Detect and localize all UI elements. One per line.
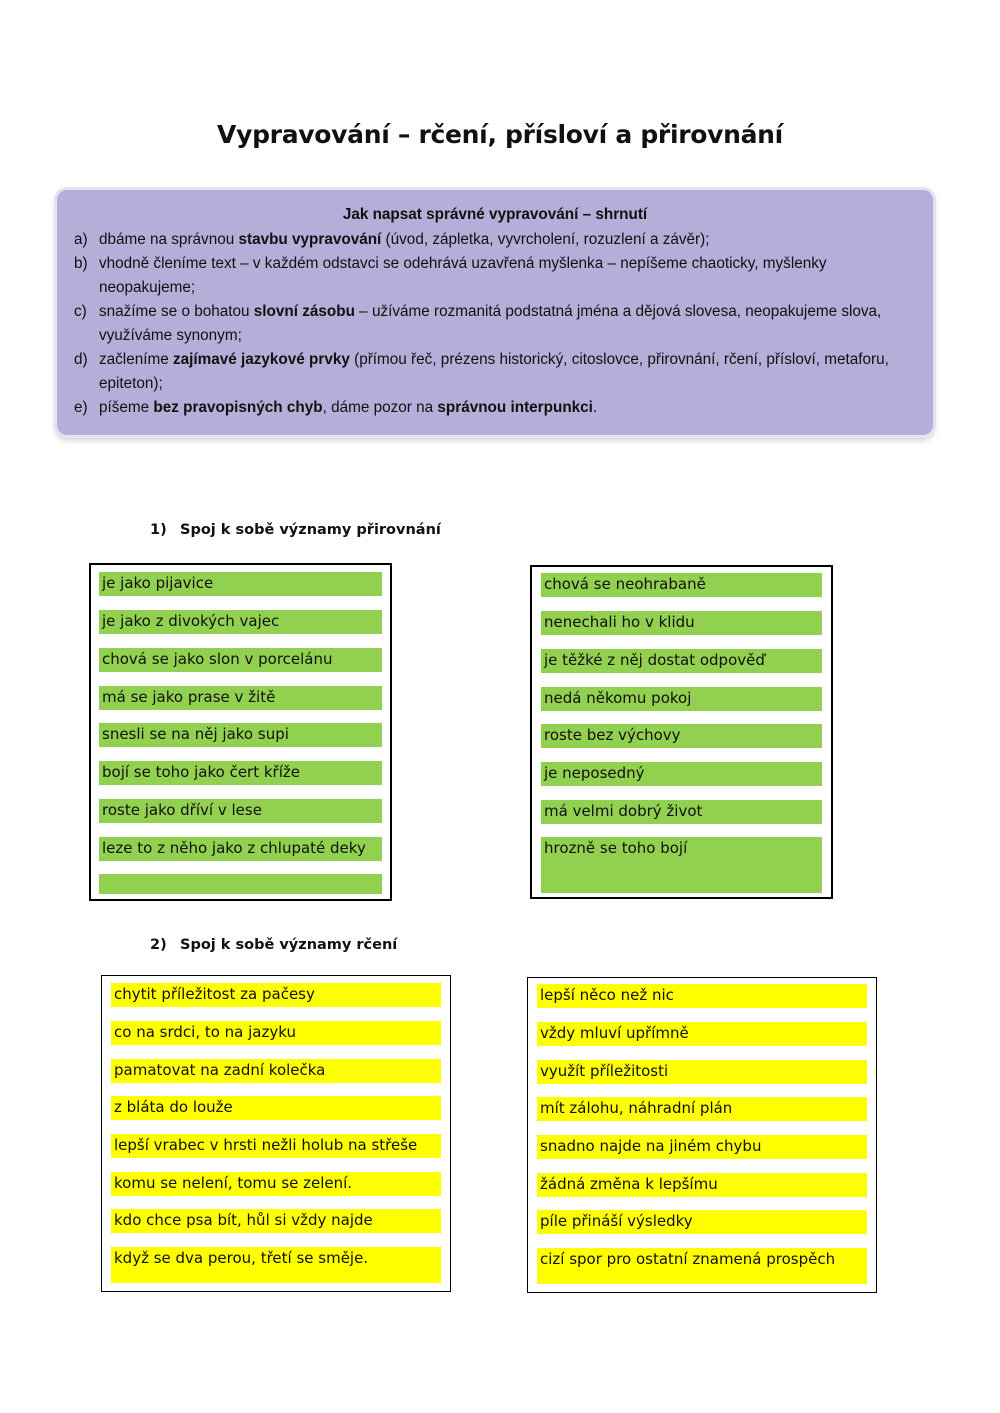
summary-item-b: [73, 252, 917, 300]
drop-target-card[interactable]: žádná změna k lepšímu: [537, 1173, 867, 1197]
draggable-card[interactable]: roste jako dříví v lese: [99, 799, 382, 823]
drop-target-card[interactable]: mít zálohu, náhradní plán: [537, 1097, 867, 1121]
drop-target-card[interactable]: cizí spor pro ostatní znamená prospěch: [537, 1248, 867, 1284]
exercise-number: 1): [150, 522, 167, 538]
exercise-2-title: [150, 937, 397, 953]
summary-text: – užíváme rozmanitá podstatná jména a dějová slovesa, neopakujeme slova, využíváme synonym;: [99, 303, 882, 344]
summary-box: [57, 190, 933, 435]
summary-text: snažíme se o bohatou: [99, 303, 254, 320]
summary-bold: správnou interpunkci: [437, 399, 593, 416]
drop-target-card[interactable]: snadno najde na jiném chybu: [537, 1135, 867, 1159]
summary-text: (přímou řeč, prézens historický, citoslovce, přirovnání, rčení, přísloví, metaforu, epiteton);: [99, 351, 889, 392]
draggable-card[interactable]: bojí se toho jako čert kříže: [99, 761, 382, 785]
summary-letter: b): [74, 255, 88, 272]
draggable-card[interactable]: je jako pijavice: [99, 572, 382, 596]
draggable-card[interactable]: z bláta do louže: [111, 1096, 441, 1120]
drop-target-card[interactable]: lepší něco než nic: [537, 984, 867, 1008]
summary-bold: slovní zásobu: [253, 303, 355, 320]
drop-target-card[interactable]: nedá někomu pokoj: [541, 687, 822, 711]
summary-text: píšeme: [99, 399, 154, 416]
draggable-card[interactable]: chová se jako slon v porcelánu: [99, 648, 382, 672]
exercise-2-left-box: [101, 975, 451, 1292]
draggable-card[interactable]: chytit příležitost za pačesy: [111, 983, 441, 1007]
exercise-number: 2): [150, 937, 167, 953]
exercise-1-title: [150, 522, 441, 538]
summary-bold: bez pravopisných chyb: [153, 399, 323, 416]
drop-target-card[interactable]: je neposedný: [541, 762, 822, 786]
summary-letter: d): [74, 351, 88, 368]
summary-text: (úvod, zápletka, vyvrcholení, rozuzlení a závěr);: [381, 231, 710, 248]
drop-target-card[interactable]: nenechali ho v klidu: [541, 611, 822, 635]
summary-heading: Jak napsat správné vypravování – shrnutí: [342, 206, 648, 223]
summary-text: začleníme: [99, 351, 173, 368]
summary-text: vhodně členíme text – v každém odstavci se odehrává uzavřená myšlenka – nepíšeme chaoticky, myšlenky neopakujeme;: [99, 255, 827, 296]
summary-letter: c): [74, 303, 87, 320]
draggable-card[interactable]: když se dva perou, třetí se směje.: [111, 1247, 441, 1283]
summary-item-e: [73, 396, 917, 420]
drop-target-card[interactable]: roste bez výchovy: [541, 724, 822, 748]
draggable-card[interactable]: je jako z divokých vajec: [99, 610, 382, 634]
summary-text: dbáme na správnou: [99, 231, 239, 248]
draggable-card[interactable]: kdo chce psa bít, hůl si vždy najde: [111, 1209, 441, 1233]
draggable-card[interactable]: komu se nelení, tomu se zelení.: [111, 1172, 441, 1196]
draggable-card[interactable]: snesli se na něj jako supi: [99, 723, 382, 747]
summary-item-a: [73, 228, 917, 252]
draggable-card[interactable]: leze to z něho jako z chlupaté deky: [99, 837, 382, 861]
exercise-title-text: Spoj k sobě významy přirovnání: [180, 522, 441, 538]
drop-target-card[interactable]: píle přináší výsledky: [537, 1210, 867, 1234]
drop-target-card[interactable]: využít příležitosti: [537, 1060, 867, 1084]
drop-target-card[interactable]: vždy mluví upřímně: [537, 1022, 867, 1046]
draggable-card[interactable]: má se jako prase v žitě: [99, 686, 382, 710]
page-title: Vypravování – rčení, přísloví a přirovnání: [217, 120, 783, 149]
drop-target-card[interactable]: je těžké z něj dostat odpověď: [541, 649, 822, 673]
drop-target-card[interactable]: má velmi dobrý život: [541, 800, 822, 824]
summary-bold: zajímavé jazykové prvky: [172, 351, 350, 368]
empty-card[interactable]: [99, 874, 382, 894]
draggable-card[interactable]: lepší vrabec v hrsti nežli holub na střeše: [111, 1134, 441, 1158]
drop-target-card[interactable]: chová se neohrabaně: [541, 573, 822, 597]
summary-letter: e): [74, 399, 88, 416]
summary-letter: a): [74, 231, 88, 248]
exercise-2-right-box: [527, 977, 877, 1293]
drop-target-card[interactable]: hrozně se toho bojí: [541, 837, 822, 893]
summary-text: , dáme pozor na: [322, 399, 438, 416]
draggable-card[interactable]: co na srdci, to na jazyku: [111, 1021, 441, 1045]
exercise-1-right-box: [530, 565, 833, 899]
exercise-title-text: Spoj k sobě významy rčení: [180, 937, 398, 953]
summary-bold: stavbu vypravování: [238, 231, 382, 248]
summary-text: .: [592, 399, 598, 416]
draggable-card[interactable]: pamatovat na zadní kolečka: [111, 1059, 441, 1083]
summary-item-c: [73, 300, 917, 348]
summary-item-d: [73, 348, 917, 396]
exercise-1-left-box: [89, 563, 392, 901]
